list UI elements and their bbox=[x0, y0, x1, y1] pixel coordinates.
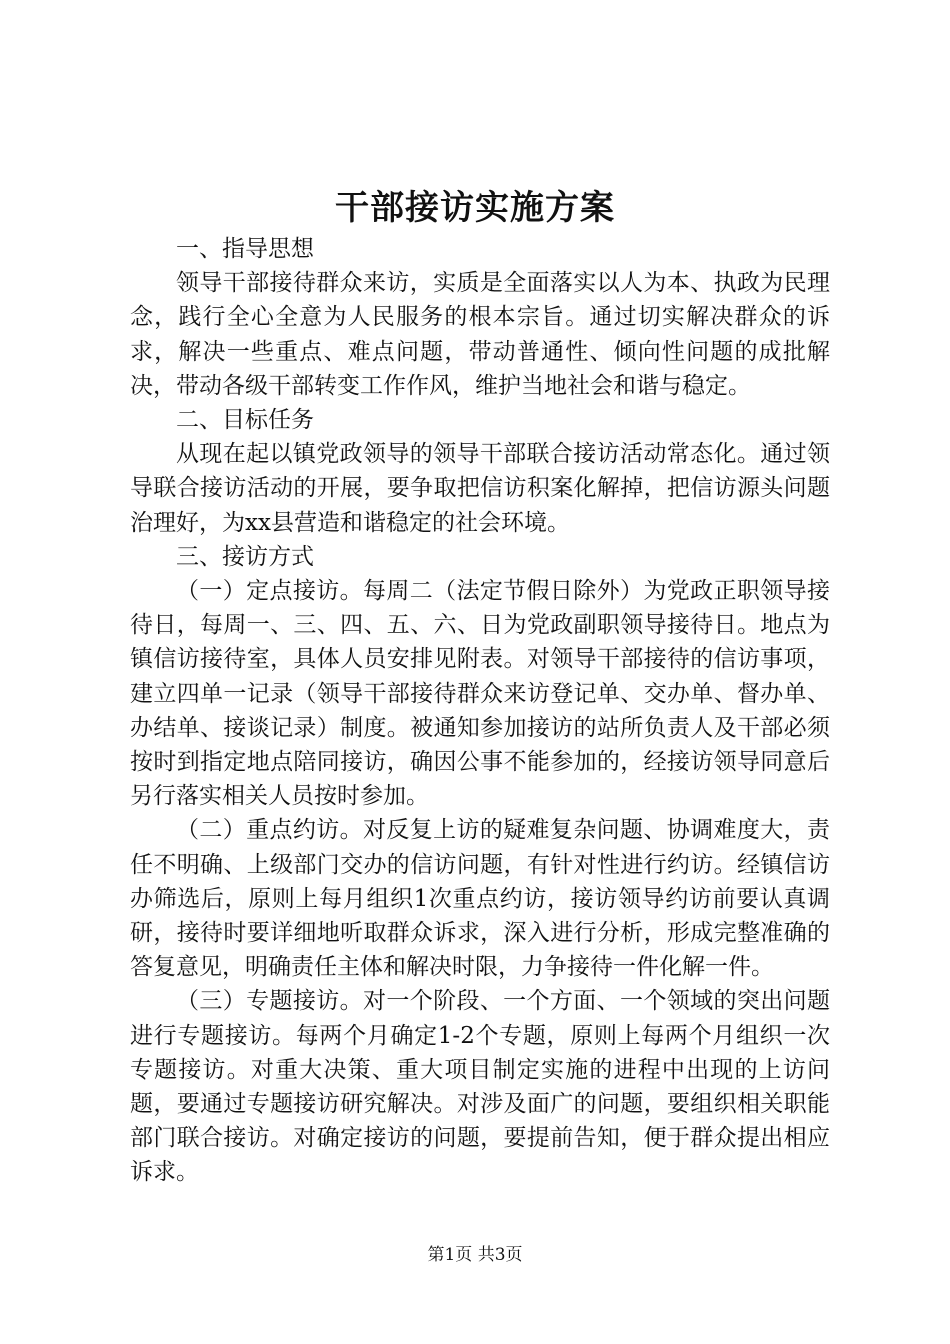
paragraph-guiding-thought: 领导干部接待群众来访，实质是全面落实以人为本、执政为民理念，践行全心全意为人民服务的根本宗旨。通过切实解决群众的诉求，解决一些重点、难点问题，带动普通性、倾向性问题的成批解决，带动各级干部转变工作作风，维护当地社会和谐与稳定。 bbox=[130, 270, 830, 399]
paragraph-special-topic-reception: （三）专题接访。对一个阶段、一个方面、一个领域的突出问题进行专题接访。每两个月确定1-2个专题，原则上每两个月组织一次专题接访。对重大决策、重大项目制定实施的进程中出现的上访问题，要通过专题接访研究解决。对涉及面广的问题，要组织相关职能部门联合接访。对确定接访的问题，要提前告知，便于群众提出相应诉求。 bbox=[130, 988, 830, 1186]
section-heading-guiding-thought: 一、指导思想 bbox=[176, 236, 314, 262]
paragraph-objectives: 从现在起以镇党政领导的领导干部联合接访活动常态化。通过领导联合接访活动的开展，要争取把信访积案化解掉，把信访源头问题治理好，为xx县营造和谐稳定的社会环境。 bbox=[130, 441, 830, 536]
page-footer: 第1页 共3页 bbox=[427, 1245, 523, 1265]
section-heading-reception-methods: 三、接访方式 bbox=[176, 543, 314, 570]
document-body bbox=[130, 232, 830, 1190]
section-heading-objectives: 二、目标任务 bbox=[176, 407, 314, 434]
document-title: 干部接访实施方案 bbox=[335, 188, 615, 228]
paragraph-fixed-point-reception: （一）定点接访。每周二（法定节假日除外）为党政正职领导接待日，每周一、三、四、五、六、日为党政副职领导接待日。地点为镇信访接待室，具体人员安排见附表。对领导干部接待的信访事项，建立四单一记录（领导干部接待群众来访登记单、交办单、督办单、办结单、接谈记录）制度。被通知参加接访的站所负责人及干部必须按时到指定地点陪同接访，确因公事不能参加的，经接访领导同意后另行落实相关人员按时参加。 bbox=[130, 578, 830, 810]
paragraph-key-appointment-reception: （二）重点约访。对反复上访的疑难复杂问题、协调难度大，责任不明确、上级部门交办的信访问题，有针对性进行约访。经镇信访办筛选后，原则上每月组织1次重点约访，接访领导约访前要认真调研，接待时要详细地听取群众诉求，深入进行分析，形成完整准确的答复意见，明确责任主体和解决时限，力争接待一件化解一件。 bbox=[130, 817, 830, 981]
